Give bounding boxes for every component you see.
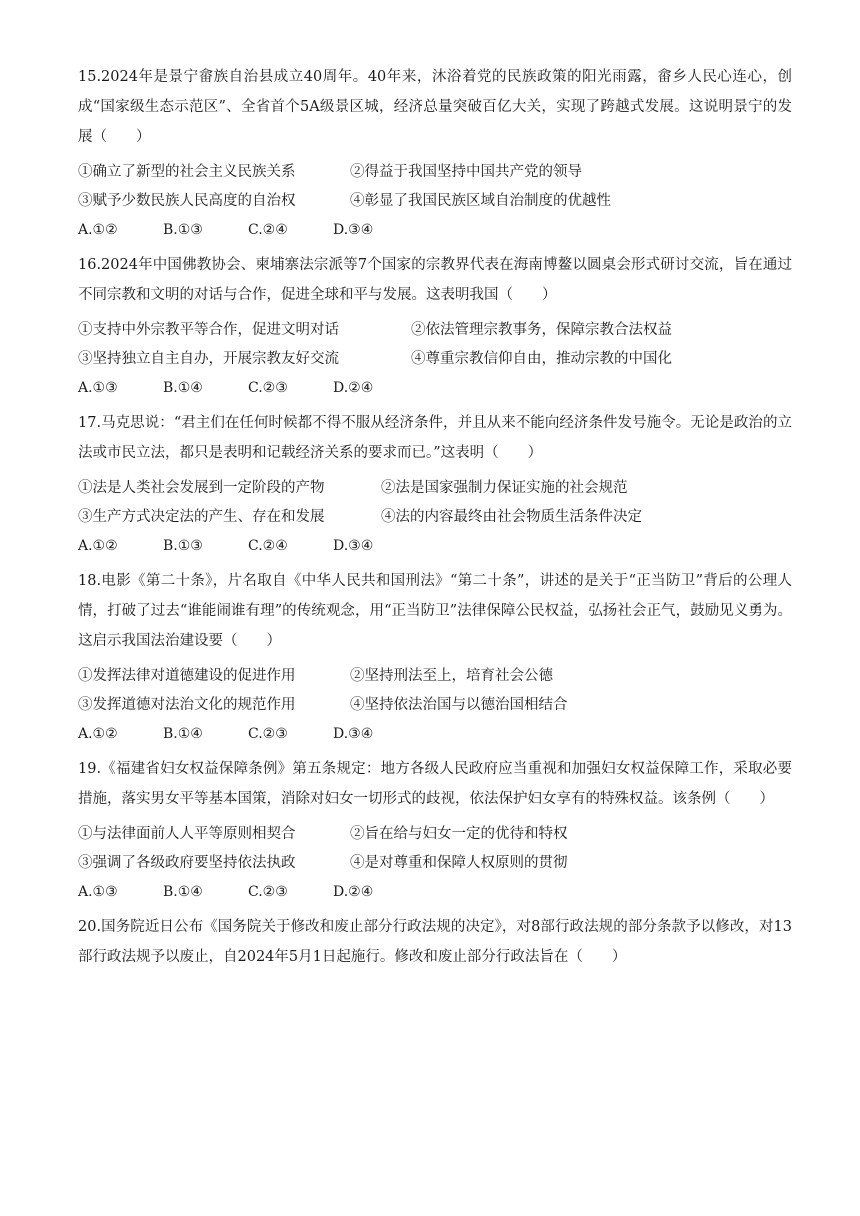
answer-c: C.②③ [248,380,288,396]
option-3: ③发挥道德对法治文化的规范作用 [78,697,296,713]
answer-b: B.①④ [163,726,203,742]
option-1: ①与法律面前人人平等原则相契合 [78,826,296,842]
option-3: ③强调了各级政府要坚持依法执政 [78,855,296,871]
option-3: ③赋予少数民族人民高度的自治权 [78,193,296,209]
answer-c: C.②③ [248,884,288,900]
option-row [78,162,792,182]
answer-a: A.①② [78,726,118,742]
option-3: ③坚持独立自主自办，开展宗教友好交流 [78,351,339,367]
question-19 [78,754,792,902]
option-1: ①法是人类社会发展到一定阶段的产物 [78,480,325,496]
option-2: ②得益于我国坚持中国共产党的领导 [350,164,582,180]
question-15 [78,62,792,240]
answer-c: C.②④ [248,538,288,554]
answer-row [78,724,792,744]
question-16 [78,250,792,398]
option-4: ④是对尊重和保障人权原则的贯彻 [350,855,568,871]
option-row [78,507,792,527]
option-4: ④坚持依法治国与以德治国相结合 [350,697,568,713]
option-4: ④尊重宗教信仰自由，推动宗教的中国化 [411,351,672,367]
option-row [78,824,792,844]
question-17 [78,408,792,556]
option-row [78,478,792,498]
question-18 [78,566,792,744]
option-1: ①发挥法律对道德建设的促进作用 [78,668,296,684]
option-1: ①支持中外宗教平等合作，促进文明对话 [78,322,339,338]
option-row [78,853,792,873]
answer-row [78,220,792,240]
answer-d: D.②④ [333,380,374,396]
answer-a: A.①② [78,538,118,554]
option-row [78,320,792,340]
option-row [78,191,792,211]
answer-d: D.③④ [333,538,374,554]
answer-row [78,536,792,556]
option-2: ②旨在给与妇女一定的优待和特权 [350,826,568,842]
option-1: ①确立了新型的社会主义民族关系 [78,164,296,180]
answer-b: B.①③ [163,538,203,554]
question-stem: 15.2024年是景宁畲族自治县成立40周年。40年来，沐浴着党的民族政策的阳光雨露，畲乡人民心连心，创成“国家级生态示范区”、全省首个5A级景区城，经济总量突破百亿大关，实现了跨越式发展。这说明景宁的发展（ ） [78,69,792,145]
option-2: ②坚持刑法至上，培育社会公德 [350,668,553,684]
question-stem: 17.马克思说：“君主们在任何时候都不得不服从经济条件，并且从来不能向经济条件发号施令。无论是政治的立法或市民立法，都只是表明和记载经济关系的要求而已。”这表明（ ） [78,415,792,461]
question-stem: 18.电影《第二十条》，片名取自《中华人民共和国刑法》“第二十条”，讲述的是关于“正当防卫”背后的公理人情，打破了过去“谁能闹谁有理”的传统观念，用“正当防卫”法律保障公民权益，弘扬社会正气，鼓励见义勇为。这启示我国法治建设要（ ） [78,573,792,649]
exam-page [78,62,792,972]
option-4: ④法的内容最终由社会物质生活条件决定 [381,509,642,525]
question-stem: 19.《福建省妇女权益保障条例》第五条规定：地方各级人民政府应当重视和加强妇女权益保障工作，采取必要措施，落实男女平等基本国策，消除对妇女一切形式的歧视，依法保护妇女享有的特殊权益。该条例（ ） [78,761,792,807]
answer-b: B.①③ [163,222,203,238]
question-stem: 20.国务院近日公布《国务院关于修改和废止部分行政法规的决定》，对8部行政法规的部分条款予以修改，对13部行政法规予以废止，自2024年5月1日起施行。修改和废止部分行政法旨在（ ） [78,919,792,965]
option-3: ③生产方式决定法的产生、存在和发展 [78,509,325,525]
answer-row [78,882,792,902]
answer-row [78,378,792,398]
answer-a: A.①③ [78,380,118,396]
answer-c: C.②③ [248,726,288,742]
answer-d: D.③④ [333,222,374,238]
answer-c: C.②④ [248,222,288,238]
answer-a: A.①③ [78,884,118,900]
option-row [78,695,792,715]
question-stem: 16.2024年中国佛教协会、柬埔寨法宗派等7个国家的宗教界代表在海南博鳌以圆桌会形式研讨交流，旨在通过不同宗教和文明的对话与合作，促进全球和平与发展。这表明我国（ ） [78,257,792,303]
option-2: ②法是国家强制力保证实施的社会规范 [381,480,628,496]
answer-b: B.①④ [163,380,203,396]
answer-d: D.②④ [333,884,374,900]
answer-a: A.①② [78,222,118,238]
option-2: ②依法管理宗教事务，保障宗教合法权益 [411,322,672,338]
answer-b: B.①④ [163,884,203,900]
option-4: ④彰显了我国民族区域自治制度的优越性 [350,193,611,209]
option-row [78,666,792,686]
question-20 [78,912,792,972]
option-row [78,349,792,369]
answer-d: D.③④ [333,726,374,742]
